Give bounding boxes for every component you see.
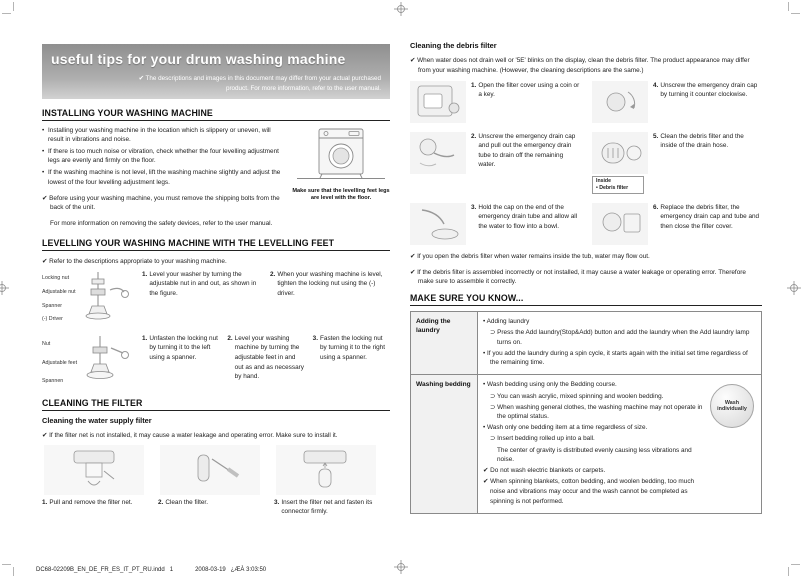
row-label: Washing bedding bbox=[411, 375, 478, 513]
step-number: 5. bbox=[653, 132, 659, 140]
left-column bbox=[42, 44, 390, 517]
step-number: 2. bbox=[471, 132, 477, 140]
row-content bbox=[478, 375, 762, 513]
step-text: Clean the debris filter and the inside of the drain hose. bbox=[660, 132, 744, 150]
debris-step-2 bbox=[410, 132, 580, 194]
print-footer bbox=[36, 567, 266, 573]
info-line: • Wash only one bedding item at a time regardless of size. bbox=[483, 424, 648, 432]
crop-mark-bottom-right bbox=[791, 564, 800, 565]
filter-step-1 bbox=[42, 445, 146, 517]
filter-cover-coin-illustration bbox=[410, 81, 466, 123]
diagram-label: Nut bbox=[42, 341, 51, 348]
step-item bbox=[142, 334, 219, 391]
step-number: 3. bbox=[312, 334, 318, 342]
bullet-item: • Installing your washing machine in the location which is slippery or uneven, will result in vibrations and noise. bbox=[42, 126, 284, 145]
diagram-label: Spannen bbox=[42, 378, 64, 385]
section-installing bbox=[42, 108, 390, 232]
unscrew-cap-illustration bbox=[592, 81, 648, 123]
step-text: Level your washer by turning the adjustable nut in and out, as shown in the figure. bbox=[149, 270, 257, 297]
step-text: When your washing machine is level, tighten the locking nut using the (-) driver. bbox=[277, 270, 383, 297]
section-debris-filter bbox=[410, 41, 762, 287]
figure-caption: Make sure that the levelling feet legs are level with the floor. bbox=[292, 187, 390, 202]
make-sure-heading: MAKE SURE YOU KNOW... bbox=[410, 293, 762, 306]
diagram-label: Adjustable feet bbox=[42, 359, 78, 366]
bullet-item: • If there is too much noise or vibration, check whether the four levelling adjustment legs are evenly and firmly on the floor. bbox=[42, 147, 284, 166]
banner-note: ✔ The descriptions and images in this document may differ from your actual purchased product. For more information, refer to the user manual. bbox=[138, 75, 381, 92]
filter-step-2 bbox=[158, 445, 262, 517]
diagram-label: Spanner bbox=[42, 302, 63, 309]
info-line: ⊃ Insert bedding rolled up into a ball. bbox=[490, 435, 595, 443]
section-cleaning-filter bbox=[42, 398, 390, 517]
diagram-label: (-) Driver bbox=[42, 316, 63, 323]
bullet-item: • If the washing machine is not level, lift the washing machine slightly and adjust the lowest of the four levelling adjustment legs. bbox=[42, 168, 284, 187]
levelling-heading: LEVELLING YOUR WASHING MACHINE WITH THE LEVELLING FEET bbox=[42, 238, 390, 251]
levelling-diagram-2 bbox=[42, 334, 134, 391]
step-text: Pull and remove the filter net. bbox=[49, 498, 133, 506]
step-number: 3. bbox=[274, 498, 280, 506]
right-column bbox=[410, 40, 762, 514]
step-number: 1. bbox=[142, 334, 148, 342]
page-title: useful tips for your drum washing machine bbox=[51, 51, 346, 67]
wash-individually-badge bbox=[708, 380, 756, 507]
step-number: 3. bbox=[471, 203, 477, 211]
debris-filter-illustration bbox=[592, 132, 648, 174]
levelling-method-1 bbox=[42, 270, 390, 327]
installing-text bbox=[42, 126, 284, 232]
step-item bbox=[227, 334, 304, 391]
info-line: • Wash bedding using only the Bedding course. bbox=[483, 381, 617, 389]
inside-label-title: Inside bbox=[596, 177, 611, 184]
levelling-method-2 bbox=[42, 334, 390, 391]
step-number: 6. bbox=[653, 203, 659, 211]
pull-filter-illustration bbox=[44, 445, 144, 495]
levelling-foot-illustration bbox=[80, 270, 132, 327]
installing-note-cont: For more information on removing the safety devices, refer to the user manual. bbox=[50, 220, 273, 228]
step-text: Clean the filter. bbox=[165, 498, 208, 506]
cleaning-filter-heading: CLEANING THE FILTER bbox=[42, 398, 390, 411]
debris-steps bbox=[410, 81, 762, 245]
step-number: 2. bbox=[158, 498, 164, 506]
step-text: Fasten the locking nut by turning it to the right using a spanner. bbox=[320, 334, 386, 361]
inside-label-item: • Debris filter bbox=[596, 184, 629, 191]
step-item bbox=[270, 270, 390, 327]
debris-note-1: ✔ If you open the debris filter when water remains inside the tub, water may flow out. bbox=[410, 252, 650, 260]
filter-note: ✔ If the filter net is not installed, it may cause a water leakage and operating error. Make sure to install it. bbox=[42, 432, 338, 440]
debris-intro: ✔ When water does not drain well or '5E' blinks on the display, clean the debris filter. The product appearance may differ from your washing machine. (However, the cleaning descriptions are the same.) bbox=[410, 57, 750, 74]
crop-mark-bottom-left bbox=[2, 564, 11, 565]
registration-mark-bottom bbox=[394, 560, 408, 574]
crop-mark-bottom-right-v bbox=[788, 567, 789, 576]
step-text: Unfasten the locking nut by turning it to the left using a spanner. bbox=[149, 334, 218, 361]
step-text: Unscrew the emergency drain cap and pull out the emergency drain tube to drain off the remaining water. bbox=[478, 132, 576, 169]
step-number: 2. bbox=[227, 334, 233, 342]
debris-note-2: ✔ If the debris filter is assembled incorrectly or not installed, it may cause a water leakage or operating error. Therefore make sure to assemble it correctly. bbox=[410, 268, 746, 286]
washing-machine-illustration bbox=[293, 169, 389, 186]
row-label: Adding the laundry bbox=[411, 311, 478, 375]
footer-date: 2008-03-19 ¿ÆÀ 3:03:50 bbox=[195, 567, 267, 573]
info-line: ✔ When spinning blankets, cotton bedding, and woolen bedding, too much noise and vibrations may occur and the wash cannot be completed as spinning is not performed. bbox=[483, 478, 695, 505]
badge-label: Wash individually bbox=[717, 399, 747, 413]
step-text: Insert the filter net and fasten its connector firmly. bbox=[281, 498, 373, 516]
drain-cap-tube-illustration bbox=[410, 132, 466, 174]
registration-mark-left bbox=[0, 281, 9, 295]
replace-filter-illustration bbox=[592, 203, 648, 245]
make-sure-table bbox=[410, 311, 762, 514]
step-number: 4. bbox=[653, 81, 659, 89]
installing-note: ✔ Before using your washing machine, you must remove the shipping bolts from the back of the unit. bbox=[42, 194, 280, 212]
step-text: Open the filter cover using a coin or a key. bbox=[478, 81, 580, 99]
crop-mark-bottom-left-v bbox=[13, 567, 14, 576]
filter-step-3 bbox=[274, 445, 378, 517]
registration-mark-right bbox=[787, 281, 801, 295]
clean-filter-illustration bbox=[160, 445, 260, 495]
debris-step-3 bbox=[410, 203, 580, 245]
info-line: ⊃ You can wash acrylic, mixed spinning and woolen bedding. bbox=[490, 392, 664, 400]
footer-filename: DC68-02209B_EN_DE_FR_ES_IT_PT_RU.indd 1 bbox=[36, 567, 174, 573]
info-line: ⊃ When washing general clothes, the washing machine may not operate in the optimal status. bbox=[490, 403, 703, 421]
inside-label bbox=[592, 176, 644, 194]
step-text: Hold the cap on the end of the emergency drain tube and allow all the water to flow into a bowl. bbox=[478, 203, 578, 230]
table-row-washing-bedding bbox=[411, 375, 762, 513]
step-text: Level your washing machine by turning the adjustable feet in and out as and as necessary by hand. bbox=[234, 334, 304, 381]
filter-steps bbox=[42, 445, 390, 517]
registration-mark-top bbox=[394, 2, 408, 16]
info-line: • Adding laundry bbox=[483, 317, 530, 325]
water-supply-filter-subheading: Cleaning the water supply filter bbox=[42, 415, 152, 425]
info-line: • If you add the laundry during a spin cycle, it starts again with the initial set time regardless of the remaining time. bbox=[483, 349, 748, 367]
debris-step-6 bbox=[592, 203, 762, 245]
step-number: 1. bbox=[42, 498, 48, 506]
crop-mark-top-left bbox=[2, 13, 11, 14]
diagram-label: Locking nut bbox=[42, 275, 70, 282]
levelling-diagram-1 bbox=[42, 270, 134, 327]
insert-filter-illustration bbox=[276, 445, 376, 495]
debris-filter-heading: Cleaning the debris filter bbox=[410, 41, 497, 50]
row-content bbox=[478, 311, 762, 375]
crop-mark-top-right-v bbox=[788, 2, 789, 11]
adjustable-feet-illustration bbox=[80, 334, 132, 391]
crop-mark-top-right bbox=[791, 13, 800, 14]
step-number: 2. bbox=[270, 270, 276, 278]
page-banner bbox=[42, 44, 390, 99]
step-text: Replace the debris filter, the emergency drain cap and tube and then close the filter cover. bbox=[660, 203, 760, 230]
debris-step-1 bbox=[410, 81, 580, 123]
tube-bowl-illustration bbox=[410, 203, 466, 245]
diagram-label: Adjustable nut bbox=[42, 288, 76, 295]
section-levelling bbox=[42, 238, 390, 391]
step-text: Unscrew the emergency drain cap by turning it counter clockwise. bbox=[660, 81, 758, 99]
step-number: 1. bbox=[142, 270, 148, 278]
step-item bbox=[313, 334, 390, 391]
section-make-sure bbox=[410, 293, 762, 514]
info-line: ⊃ Press the Add laundry(Stop&Add) button and add the laundry when the Add laundry lamp turns on. bbox=[490, 328, 750, 346]
info-line: The center of gravity is distributed evenly causing less vibrations and noise. bbox=[497, 446, 692, 464]
crop-mark-top-left-v bbox=[13, 2, 14, 11]
debris-step-5 bbox=[592, 132, 762, 194]
info-line: ✔ Do not wash electric blankets or carpets. bbox=[483, 467, 606, 475]
table-row-adding-laundry bbox=[411, 311, 762, 375]
installing-heading: INSTALLING YOUR WASHING MACHINE bbox=[42, 108, 390, 121]
levelling-intro: ✔ Refer to the descriptions appropriate to your washing machine. bbox=[42, 258, 227, 266]
debris-step-4 bbox=[592, 81, 762, 123]
step-number: 1. bbox=[471, 81, 477, 89]
step-item bbox=[142, 270, 262, 327]
washing-machine-figure bbox=[292, 126, 390, 232]
